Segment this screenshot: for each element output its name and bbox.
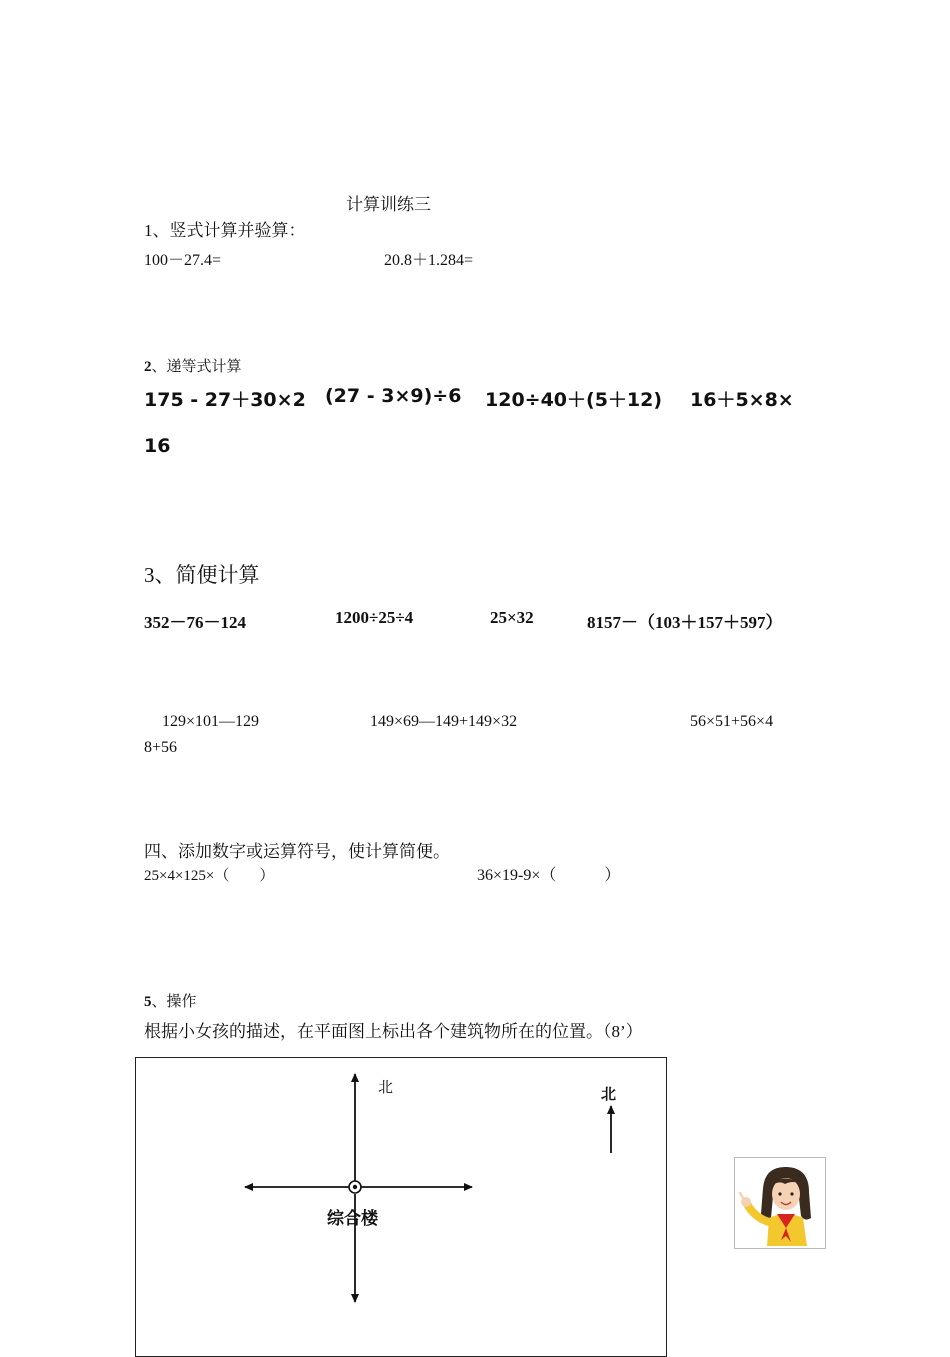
center-dot (353, 1185, 357, 1189)
center-building-label: 综合楼 (327, 1209, 378, 1229)
section1-problem-1: 100－27.4= (144, 252, 222, 269)
section2-heading-text: 、递等式计算 (151, 359, 242, 375)
section3-problem-1: 352－76－124 (144, 613, 246, 632)
section1-problem-2: 20.8＋1.284= (384, 252, 474, 269)
section5-heading-text: 、操作 (151, 994, 197, 1010)
section4-problem-1: 25×4×125×（ ） (144, 868, 275, 884)
section3-problem-5: 129×101—129 (162, 713, 260, 730)
section2-problem-1: 175 - 27＋30×2 (144, 389, 306, 411)
section3-problem-4: 8157－（103＋157＋597） (587, 613, 783, 632)
section2-heading-number: 2 (144, 359, 152, 375)
section5-instruction: 根据小女孩的描述，在平面图上标出各个建筑物所在的位置。（8’） (144, 1022, 643, 1041)
section2-problem-2: (27 - 3×9)÷6 (325, 385, 462, 407)
section3-problem-2: 1200÷25÷4 (335, 608, 414, 627)
section2-problem-3: 120÷40＋(5＋12) (485, 389, 663, 411)
compass-north-label: 北 (601, 1085, 617, 1103)
section4-heading: 四、添加数字或运算符号，使计算简便。 (144, 842, 450, 861)
axis-north-label: 北 (378, 1078, 394, 1096)
section3-problem-6: 149×69—149+149×32 (370, 713, 518, 730)
section2-problem-4-continued: 16 (144, 435, 171, 457)
section5-heading-number: 5 (144, 994, 152, 1010)
section4-problem-2: 36×19-9×（ ） (477, 867, 621, 884)
page-title: 计算训练三 (346, 195, 431, 214)
section3-problem-3: 25×32 (490, 608, 534, 627)
section3-problem-7-continued: 8+56 (144, 739, 178, 756)
section2-problem-4: 16＋5×8× (690, 389, 794, 411)
section3-problem-7: 56×51+56×4 (690, 713, 774, 730)
section1-heading: 1、竖式计算并验算： (144, 221, 306, 240)
girl-icon (735, 1158, 825, 1248)
girl-illustration (734, 1157, 826, 1249)
section3-heading: 3、简便计算 (144, 563, 260, 587)
